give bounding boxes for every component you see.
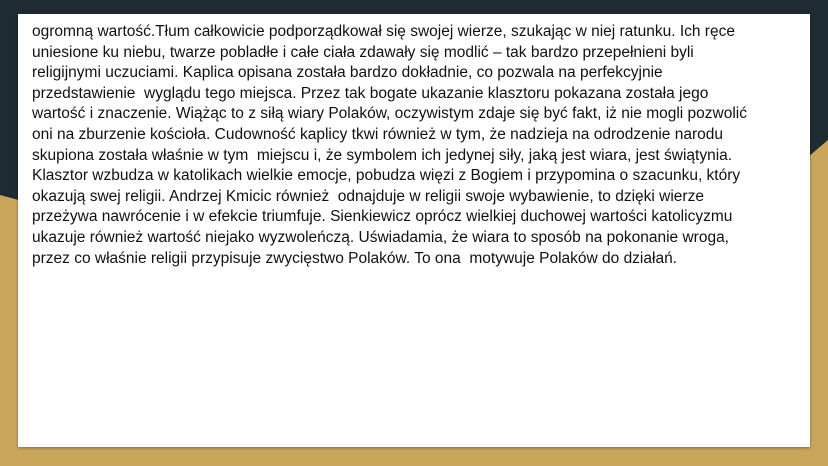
slide-card bbox=[18, 14, 810, 447]
slide-body-text: ogromną wartość.Tłum całkowicie podporządkował się swojej wierze, szukając w niej ratunku. Ich ręce uniesione ku niebu, twarze pobladłe i całe ciała zdawały się modlić – tak bardzo przepełnieni byli religijnymi uczuciami. Kaplica opisana została bardzo dokładnie, co pozwala na perfekcyjnie przedstawienie wyglądu tego miejsca. Przez tak bogate ukazanie klasztoru pokazana została jego wartość i znaczenie. Wiążąc to z siłą wiary Polaków, oczywistym zdaje się być fakt, iż nie mogli pozwolić oni na zburzenie kościoła. Cudowność kaplicy tkwi również w tym, że nadzieja na odrodzenie narodu skupiona została właśnie w tym miejscu i, że symbolem ich jedynej siły, jaką jest wiara, jest świątynia. Klasztor wzbudza w katolikach wielkie emocje, pobudza więzi z Bogiem i przypomina o szacunku, który okazują swej religii. Andrzej Kmicic również odnajduje w religii swoje wybawienie, to dzięki wierze przeżywa nawrócenie i w efekcie triumfuje. Sienkiewicz oprócz wielkiej duchowej wartości katolicyzmu ukazuje również wartość niejako wyzwoleńczą. Uświadamia, że wiara to sposób na pokonanie wroga, przez co właśnie religii przypisuje zwycięstwo Polaków. To ona motywuje Polaków do działań. bbox=[32, 23, 747, 267]
